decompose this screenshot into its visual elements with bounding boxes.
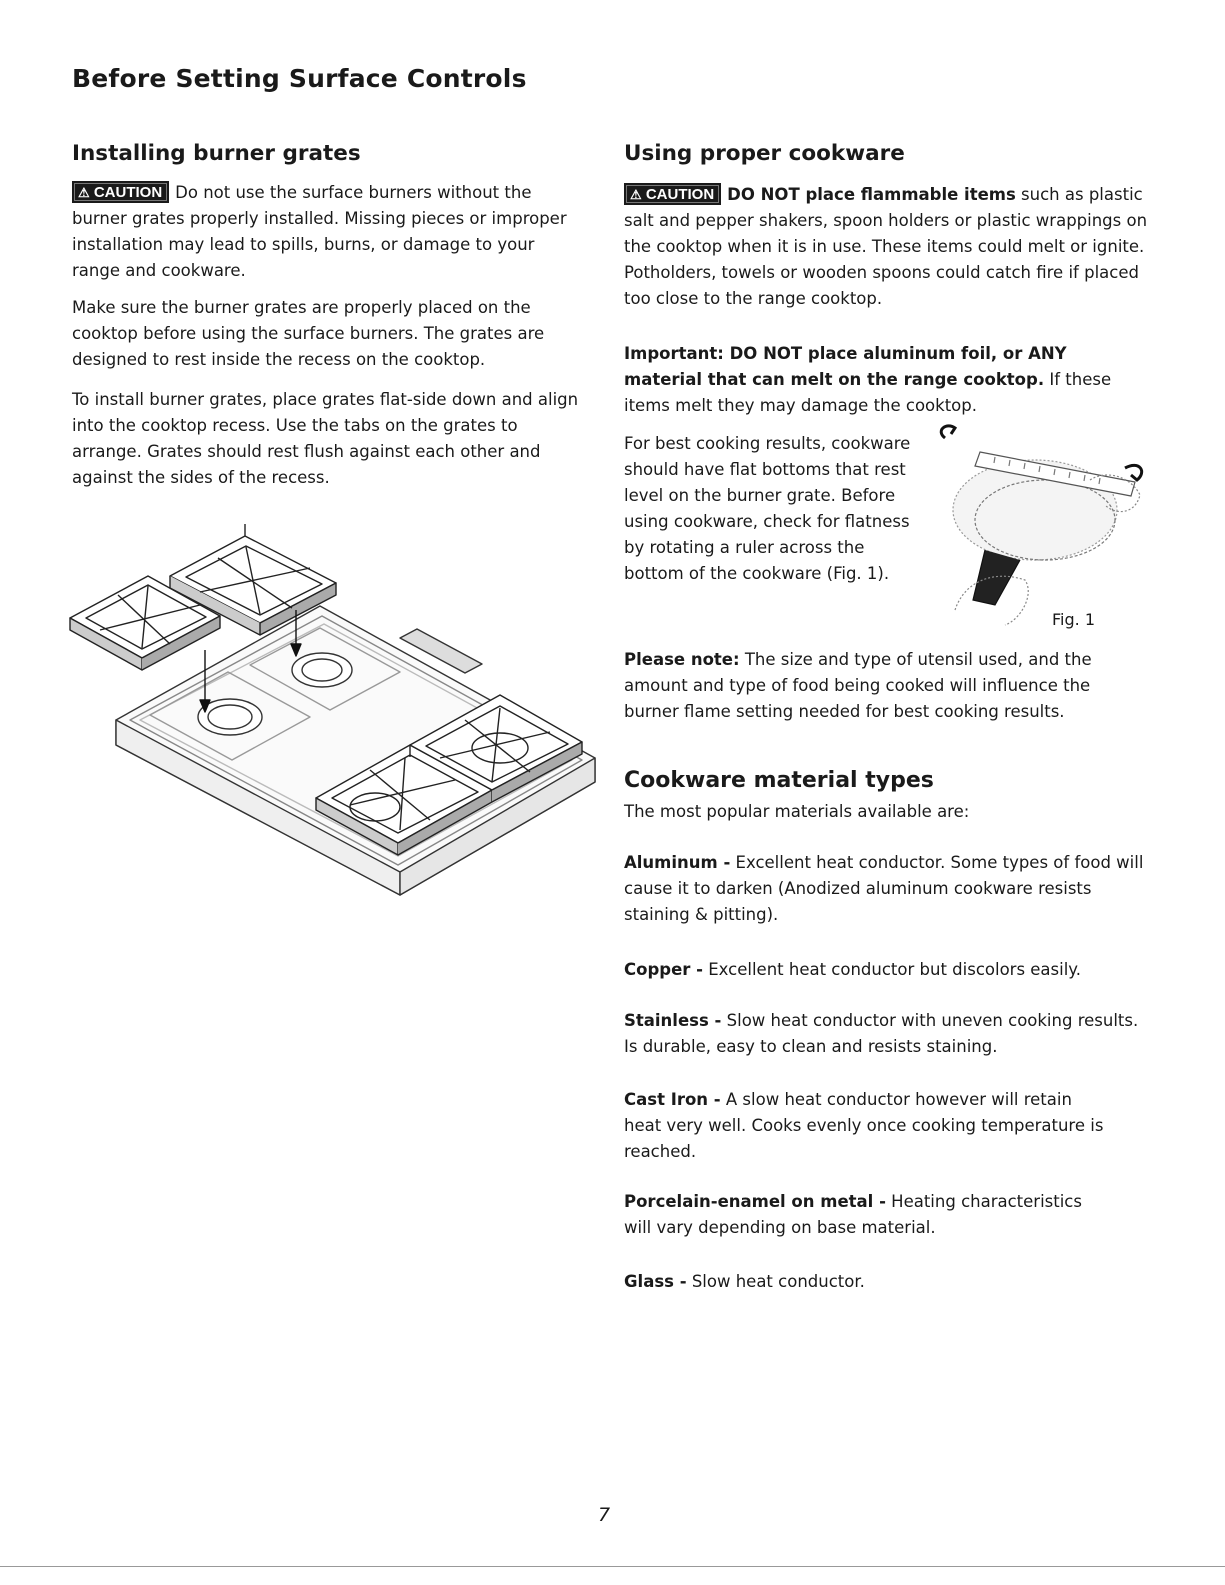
warning-triangle-icon: ⚠ bbox=[78, 185, 90, 200]
warning-triangle-icon: ⚠ bbox=[630, 187, 642, 202]
installing-grates-heading: Installing burner grates bbox=[72, 141, 361, 166]
material-item: Porcelain-enamel on metal - Heating characteristics will vary depending on base material. bbox=[624, 1192, 1082, 1237]
page-title: Before Setting Surface Controls bbox=[72, 64, 527, 93]
material-item: Stainless - Slow heat conductor with uneven cooking results. Is durable, easy to clean and resists staining. bbox=[624, 1011, 1139, 1056]
materials-intro: The most popular materials available are: bbox=[624, 802, 970, 821]
caution-badge: ⚠ CAUTION bbox=[72, 181, 169, 203]
important-detail-text: If these items melt they may damage the cooktop. bbox=[624, 370, 1112, 415]
ruler-flatness-illustration bbox=[925, 420, 1155, 630]
cookware-heading: Using proper cookware bbox=[624, 141, 905, 166]
cooktop-grates-illustration bbox=[60, 520, 600, 900]
caution-detail-text: such as plastic salt and pepper shakers, spoon holders or plastic wrappings on the cooktop when it is in use. These items could melt or ignite. Potholders, towels or wooden spoons could catch fire if placed too close to the range cooktop. bbox=[624, 185, 1148, 308]
cookware-caution-paragraph bbox=[624, 182, 1149, 312]
note-detail-text: The size and type of utensil used, and the amount and type of food being cooked will influence the burner flame setting needed for best cooking results. bbox=[624, 650, 1092, 721]
important-bold-text: Important: DO NOT place aluminum foil, or ANY material that can melt on the range cooktop. bbox=[624, 344, 1067, 389]
figure-label: Fig. 1 bbox=[1052, 610, 1095, 629]
grates-install-paragraph: To install burner grates, place grates flat-side down and align into the cooktop recess. Use the tabs on the grates to arrange. Grates should rest flush against each other and against the sides of the recess. bbox=[72, 390, 579, 487]
caution-bold-text: DO NOT place flammable items bbox=[727, 185, 1016, 204]
materials-heading: Cookware material types bbox=[624, 768, 934, 793]
please-note-paragraph bbox=[624, 647, 1149, 725]
grates-caution-text: Do not use the surface burners without the burner grates properly installed. Missing pieces or improper installation may lead to spills, burns, or damage to your range and cookware. bbox=[72, 183, 567, 280]
material-item: Aluminum - Excellent heat conductor. Some types of food will cause it to darken (Anodized aluminum cookware resists staining & pitting). bbox=[624, 853, 1144, 924]
important-paragraph bbox=[624, 341, 1149, 419]
grates-placement-paragraph: Make sure the burner grates are properly placed on the cooktop before using the surface burners. The grates are designed to rest inside the recess on the cooktop. bbox=[72, 298, 545, 369]
caution-badge: ⚠ CAUTION bbox=[624, 183, 721, 205]
material-item: Glass - Slow heat conductor. bbox=[624, 1272, 865, 1291]
page-number: 7 bbox=[598, 1504, 611, 1526]
material-item: Copper - Excellent heat conductor but discolors easily. bbox=[624, 960, 1081, 979]
grates-caution-paragraph bbox=[72, 180, 587, 284]
material-item: Cast Iron - A slow heat conductor however will retain heat very well. Cooks evenly once cooking temperature is reached. bbox=[624, 1090, 1104, 1161]
note-bold-text: Please note: bbox=[624, 650, 740, 669]
flatness-paragraph: For best cooking results, cookware should have flat bottoms that rest level on the burner grate. Before using cookware, check for flatness by rotating a ruler across the bottom of the cookware (Fig. 1). bbox=[624, 434, 911, 583]
bottom-rule bbox=[0, 1566, 1225, 1567]
